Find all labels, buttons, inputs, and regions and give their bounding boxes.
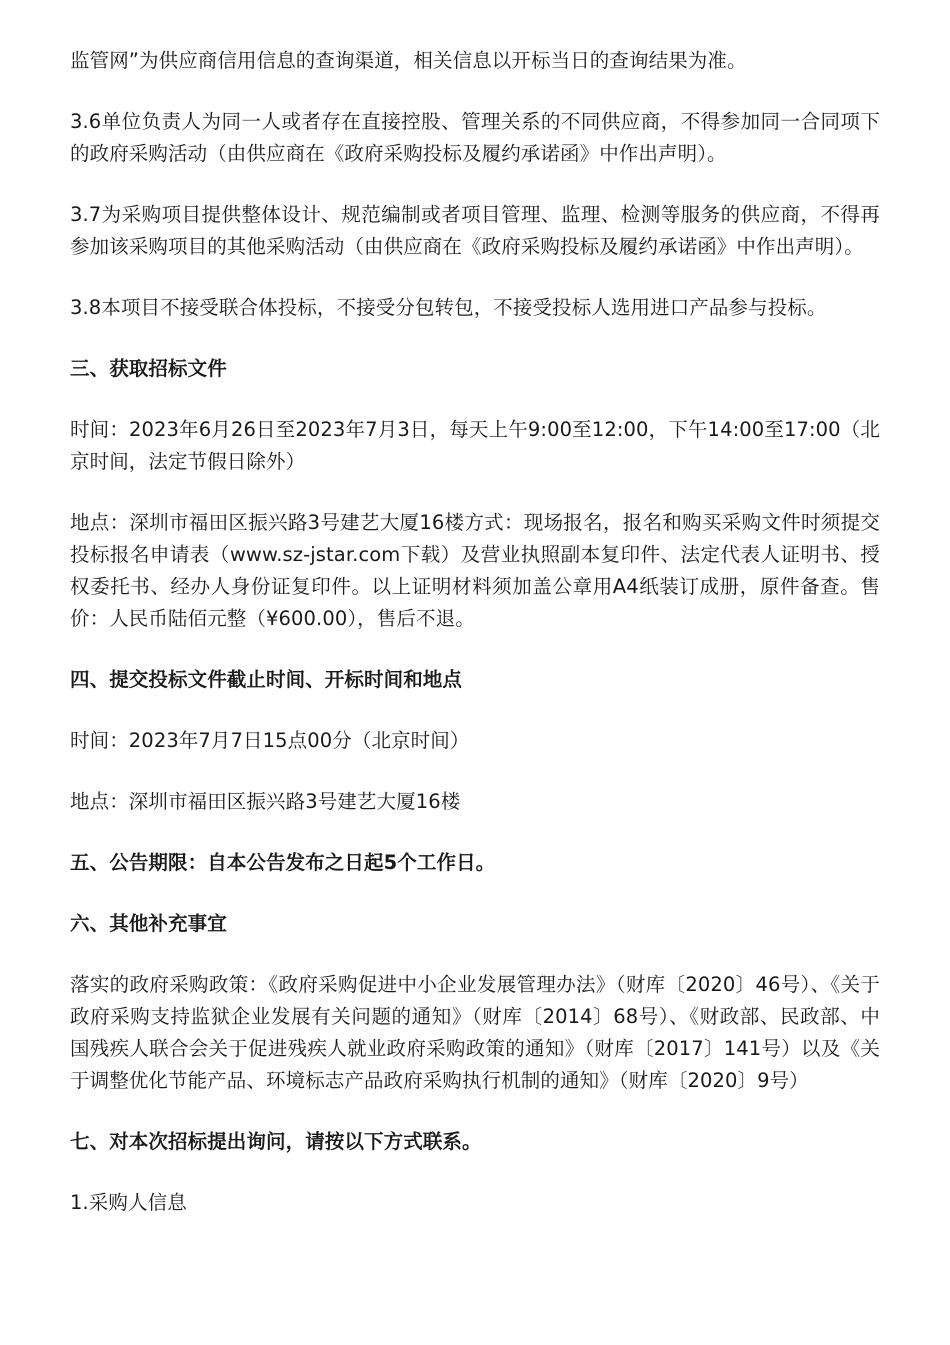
section-heading-4: 四、提交投标文件截止时间、开标时间和地点 (70, 668, 463, 691)
section-heading-6: 六、其他补充事宜 (70, 912, 227, 935)
paragraph-obtain-location: 地点：深圳市福田区振兴路3号建艺大厦16楼方式：现场报名，报名和购买采购文件时须提交投标报名申请表（www.sz-jstar.com下载）及营业执照副本复印件、法定代表人证明书、授权委托书、经办人身份证复印件。以上证明材料须加盖公章用A4纸装订成册，原件备查。售价：人民币陆佰元整（¥600.00），售后不退。 (70, 511, 880, 630)
paragraph-procurement-policy: 落实的政府采购政策：《政府采购促进中小企业发展管理办法》（财库〔2020〕46号）、《关于政府采购支持监狱企业发展有关问题的通知》（财库〔2014〕68号）、《财政部、民政部、中国残疾人联合会关于促进残疾人就业政府采购政策的通知》（财库〔2017〕141号）以及《关于调整优化节能产品、环境标志产品政府采购执行机制的通知》（财库〔2020〕9号） (70, 973, 880, 1092)
section-heading-7: 七、对本次招标提出询问，请按以下方式联系。 (70, 1130, 482, 1153)
paragraph-obtain-time: 时间：2023年6月26日至2023年7月3日，每天上午9:00至12:00，下午14:00至17:00（北京时间，法定节假日除外） (70, 418, 880, 473)
paragraph-clause-3-6: 3.6单位负责人为同一人或者存在直接控股、管理关系的不同供应商，不得参加同一合同项下的政府采购活动（由供应商在《政府采购投标及履约承诺函》中作出声明）。 (70, 110, 880, 165)
section-heading-5: 五、公告期限：自本公告发布之日起5个工作日。 (70, 851, 496, 874)
paragraph-clause-3-8: 3.8本项目不接受联合体投标，不接受分包转包，不接受投标人选用进口产品参与投标。 (70, 296, 827, 319)
paragraph-credit-query: 监管网”为供应商信用信息的查询渠道，相关信息以开标当日的查询结果为准。 (70, 49, 747, 72)
paragraph-clause-3-7: 3.7为采购项目提供整体设计、规范编制或者项目管理、监理、检测等服务的供应商，不得再参加该采购项目的其他采购活动（由供应商在《政府采购投标及履约承诺函》中作出声明）。 (70, 203, 880, 258)
paragraph-deadline-time: 时间：2023年7月7日15点00分（北京时间） (70, 729, 470, 752)
paragraph-purchaser-info: 1.采购人信息 (70, 1191, 187, 1214)
section-heading-3: 三、获取招标文件 (70, 357, 227, 380)
paragraph-deadline-location: 地点：深圳市福田区振兴路3号建艺大厦16楼 (70, 790, 461, 813)
